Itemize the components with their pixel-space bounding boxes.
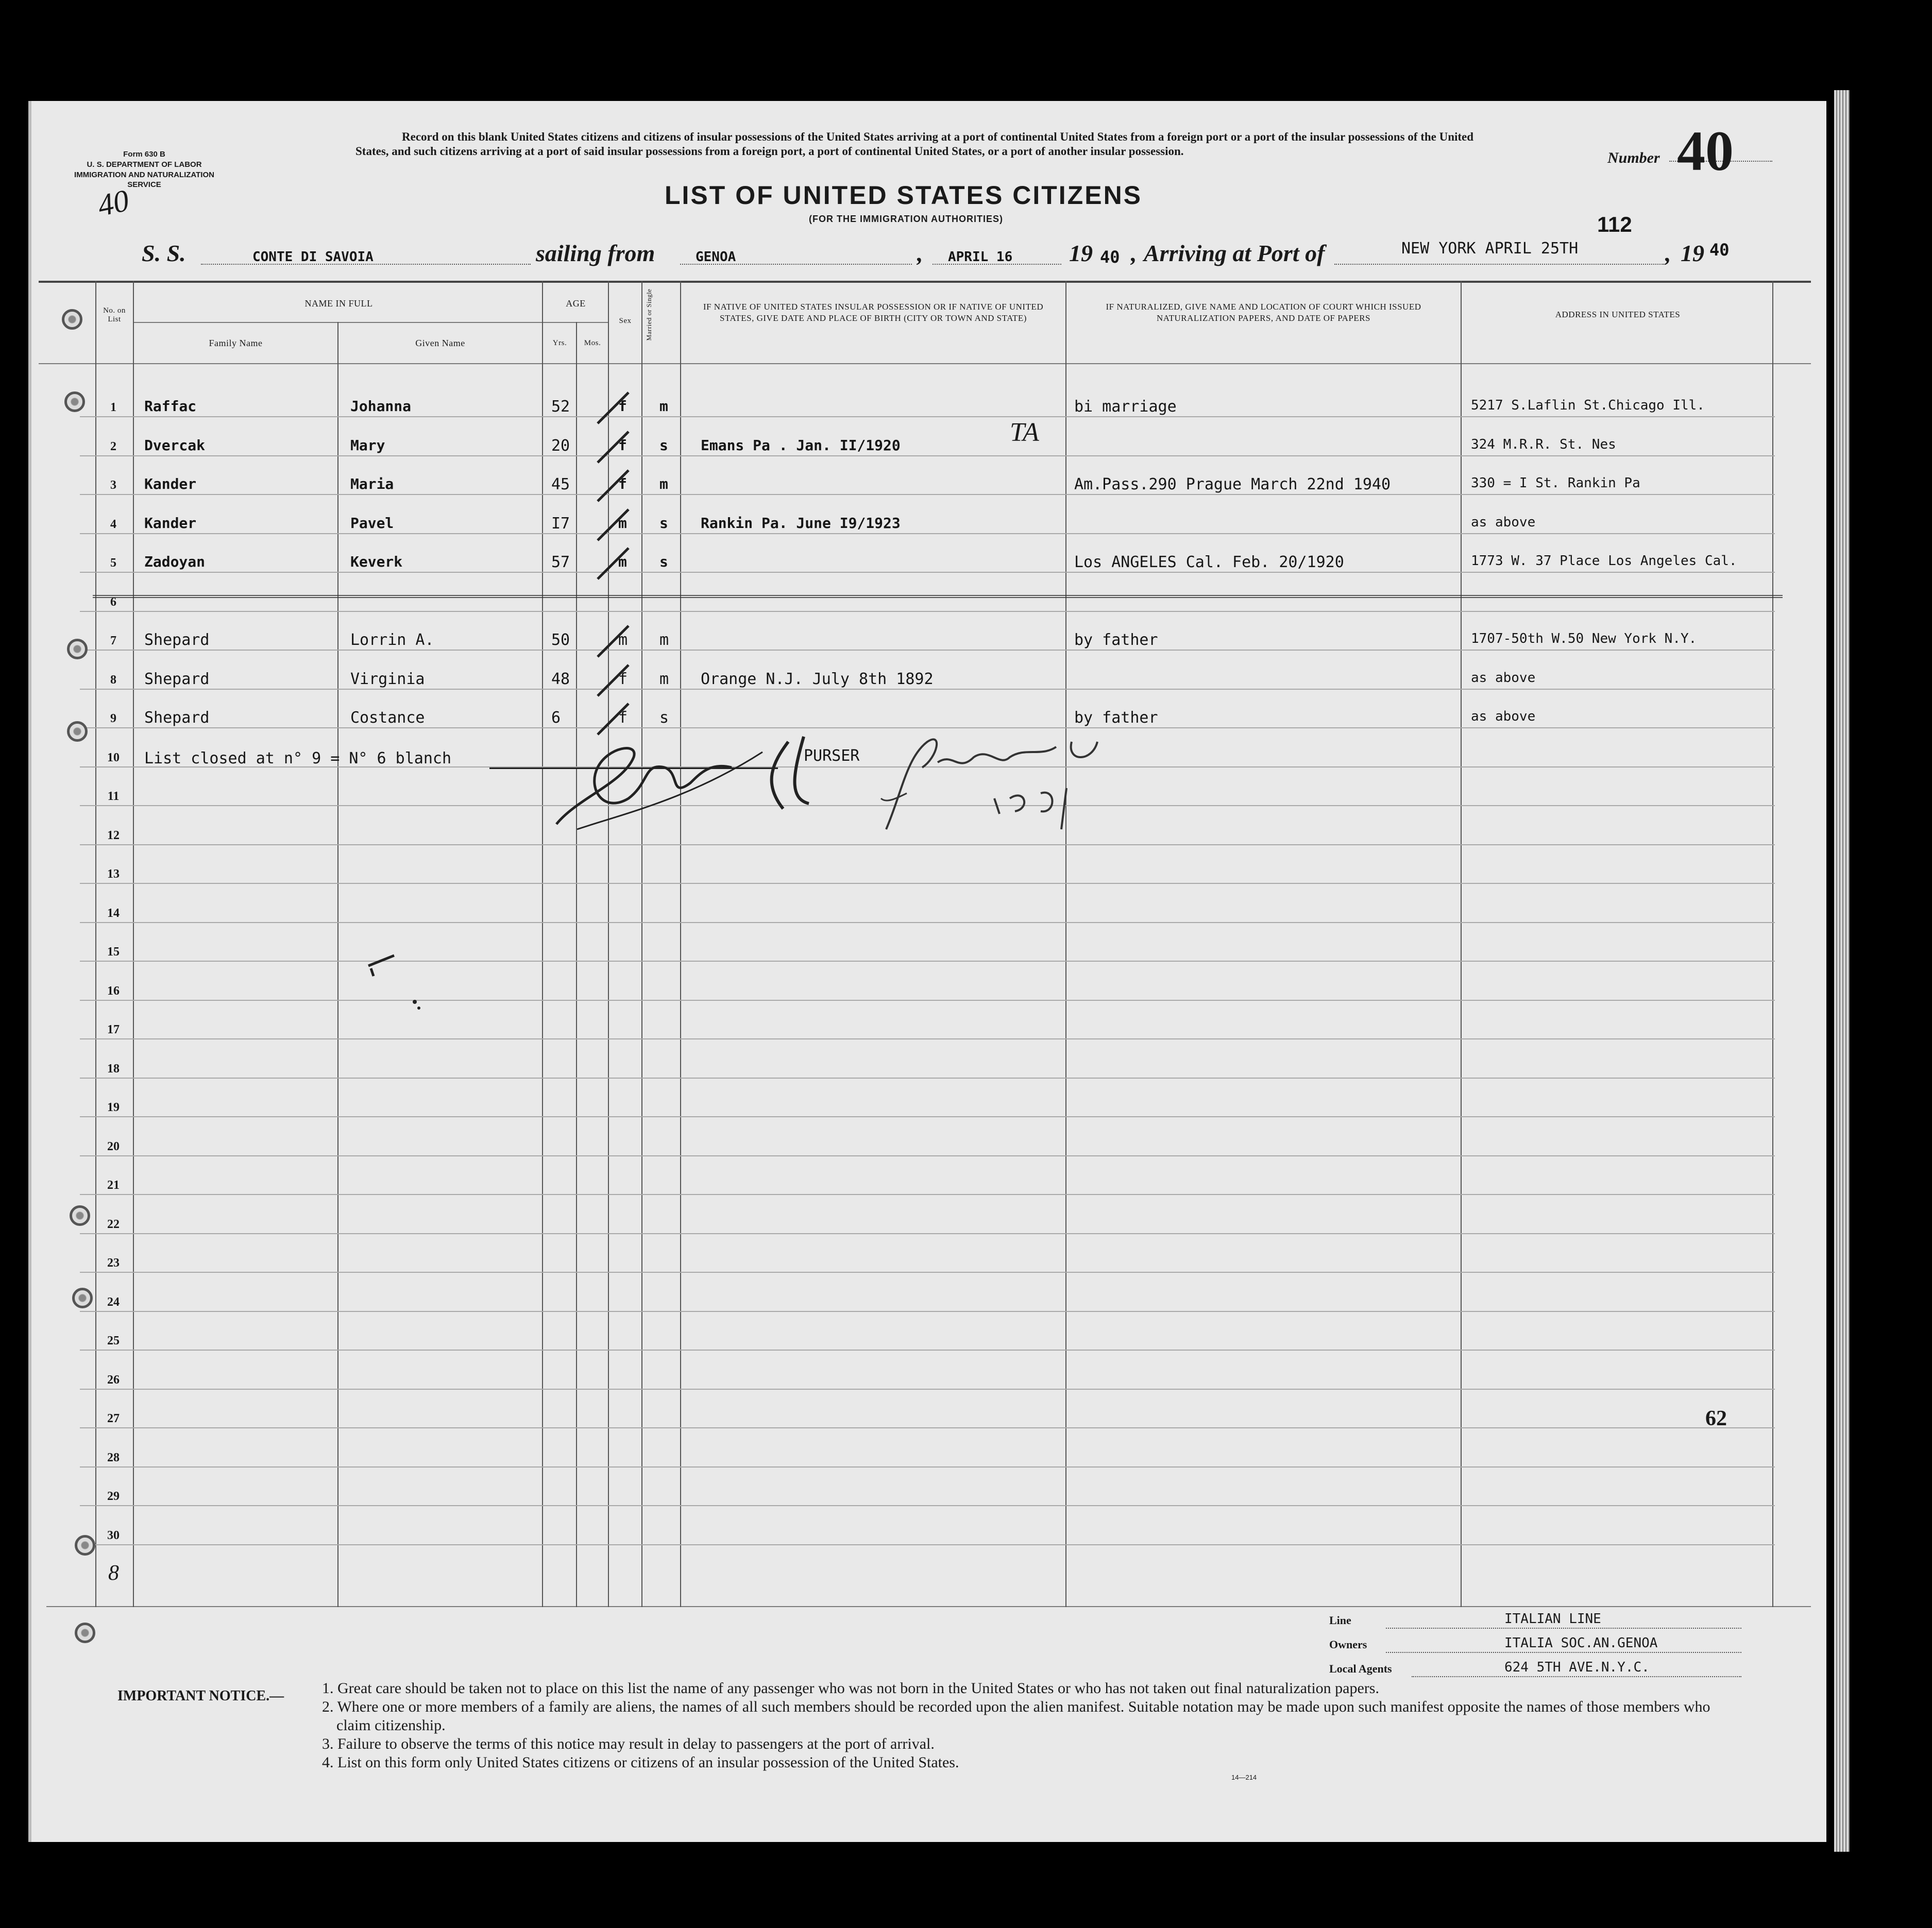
marital-status: s	[659, 514, 668, 532]
col-line-no	[95, 281, 96, 1607]
address: 1773 W. 37 Place Los Angeles Cal.	[1471, 553, 1737, 569]
given-name: Johanna	[350, 398, 412, 415]
header-sex: Sex	[619, 317, 632, 325]
port-from: GENOA	[696, 249, 736, 265]
row-number: 28	[107, 1451, 120, 1464]
ruled-line	[80, 1194, 1775, 1195]
row-number: 24	[107, 1295, 120, 1309]
age-years: 50	[551, 631, 570, 649]
ruled-line	[80, 533, 1775, 534]
age-years: 6	[551, 709, 561, 727]
given-name: Maria	[350, 475, 394, 492]
ruled-line	[80, 1427, 1775, 1428]
form-number: Form 630 B	[123, 150, 165, 159]
family-name: Shepard	[144, 670, 210, 688]
document-subtitle: (FOR THE IMMIGRATION AUTHORITIES)	[809, 214, 1003, 224]
owners-rule	[1386, 1652, 1741, 1653]
address: as above	[1471, 709, 1536, 724]
service-name: IMMIGRATION AND NATURALIZATION SERVICE	[74, 170, 214, 189]
row-number: 17	[107, 1023, 120, 1036]
ruled-line	[80, 1350, 1775, 1351]
ruled-line	[80, 961, 1775, 962]
row-number: 15	[107, 945, 120, 959]
sex: f	[618, 475, 627, 492]
address: 324 M.R.R. St. Nes	[1471, 436, 1616, 452]
form-instruction: Record on this blank United States citizens and citizens of insular possessions of the United States arriving at a port of continental United States from a foreign port or a port of the insular possessions of the United States, and such citizens arriving at a port of said insular possessions from a foreign port, a port of continental United States, or a port of another insular possession.	[355, 130, 1474, 158]
ship-name: CONTE DI SAVOIA	[252, 249, 374, 265]
sex: m	[618, 631, 628, 649]
line-label: Line	[1329, 1614, 1351, 1627]
binder-hole	[72, 1288, 93, 1308]
row-number: 11	[107, 790, 120, 803]
birth-details: Emans Pa . Jan. II/1920	[701, 436, 901, 454]
header-name-in-full: NAME IN FULL	[304, 298, 373, 309]
header-naturalized: IF NATURALIZED, GIVE NAME AND LOCATION OF COURT WHICH ISSUED NATURALIZATION PAPERS, AND DATE OF PAPERS	[1106, 302, 1421, 323]
purser-label: PURSER	[804, 747, 860, 765]
age-years: 45	[551, 475, 570, 493]
header-years: Yrs.	[552, 339, 567, 347]
owners-label: Owners	[1329, 1638, 1367, 1651]
given-name: Mary	[350, 436, 385, 454]
name-header-divider	[134, 322, 544, 323]
line-rule	[1386, 1628, 1741, 1629]
stamp-number: 112	[1597, 212, 1632, 236]
row-number: 1	[110, 401, 116, 414]
print-code: 14—214	[1231, 1773, 1257, 1781]
family-name: Shepard	[144, 709, 210, 727]
address: 1707-50th W.50 New York N.Y.	[1471, 631, 1697, 646]
document-title: LIST OF UNITED STATES CITIZENS	[665, 181, 1143, 210]
row-number: 14	[107, 906, 120, 920]
col-line-given	[337, 322, 338, 1607]
agents-rule	[1412, 1676, 1741, 1677]
col-line-mos	[576, 322, 577, 1607]
row-number: 29	[107, 1490, 120, 1503]
row-number: 27	[107, 1412, 120, 1425]
notice-item-1: 1. Great care should be taken not to place on this list the name of any passenger who was not born in the United States or who has not taken out final naturalization papers.	[322, 1680, 1379, 1697]
stray-ink-marks	[363, 950, 425, 1017]
marital-status: s	[659, 709, 669, 727]
signature-scribbles	[546, 721, 1185, 840]
row-number: 26	[107, 1373, 120, 1387]
agents-label: Local Agents	[1329, 1662, 1392, 1675]
ruled-line	[80, 455, 1775, 456]
check-tick-mark	[592, 465, 634, 506]
family-name: Shepard	[144, 631, 210, 649]
given-name: Keverk	[350, 553, 403, 570]
ss-label: S. S.	[142, 240, 186, 266]
row-number: 5	[110, 556, 116, 570]
corner-mark: 8	[108, 1561, 119, 1585]
naturalization-details: by father	[1074, 709, 1158, 727]
binder-hole	[75, 1623, 95, 1643]
list-number: 40	[1677, 120, 1734, 182]
owners-value: ITALIA SOC.AN.GENOA	[1504, 1635, 1658, 1651]
naturalization-details: by father	[1074, 631, 1158, 649]
year-prefix-from: 19	[1069, 240, 1093, 266]
col-line-address	[1461, 281, 1462, 1607]
marital-status: m	[659, 631, 669, 649]
marital-status: m	[659, 398, 668, 415]
notice-item-4: 4. List on this form only United States citizens or citizens of an insular possession of the United States.	[322, 1754, 959, 1771]
address: as above	[1471, 514, 1536, 530]
address: as above	[1471, 670, 1536, 686]
ruled-line	[80, 883, 1775, 884]
notice-item-2: 2. Where one or more members of a family are aliens, the names of all such members should be recorded upon the alien manifest. Suitable notation may be made upon such manifest opposite the names of those members who claim citizenship.	[322, 1698, 1710, 1734]
col-line-naturalized	[1065, 281, 1066, 1607]
col-line-right	[1772, 281, 1773, 1607]
ruled-line	[80, 650, 1775, 651]
sex: m	[618, 514, 627, 532]
row-number: 22	[107, 1217, 120, 1231]
given-name: Costance	[350, 709, 425, 727]
row-number: 4	[110, 517, 116, 531]
age-years: 48	[551, 670, 570, 688]
header-family-name: Family Name	[209, 338, 263, 348]
margin-note: TA	[1010, 418, 1039, 447]
binder-hole	[62, 309, 82, 330]
department-name: U. S. DEPARTMENT OF LABOR	[87, 160, 202, 169]
row-number: 12	[107, 828, 120, 842]
age-years: 57	[551, 553, 570, 571]
sailing-from-label: sailing from	[536, 240, 655, 266]
sex: f	[618, 436, 627, 454]
binder-hole	[67, 639, 88, 659]
ruled-line	[80, 1505, 1775, 1506]
marital-status: m	[659, 670, 669, 688]
notice-item-3: 3. Failure to observe the terms of this notice may result in delay to passengers at the port of arrival.	[322, 1735, 935, 1752]
ruled-line	[80, 1389, 1775, 1390]
row-number: 18	[107, 1062, 120, 1076]
ruled-line	[80, 1000, 1775, 1001]
ruled-line	[80, 1155, 1775, 1156]
check-tick-mark	[592, 543, 634, 584]
page-edge	[1834, 90, 1850, 1852]
binder-hole	[64, 391, 85, 412]
document-page	[28, 101, 1826, 1842]
address: 330 = I St. Rankin Pa	[1471, 475, 1640, 491]
row-number: 21	[107, 1179, 120, 1192]
ruled-line	[80, 1078, 1775, 1079]
row-number: 2	[110, 439, 116, 453]
age-years: 20	[551, 436, 570, 455]
col-line-married	[641, 281, 642, 1607]
ruled-line	[80, 1038, 1775, 1039]
col-line-family	[133, 281, 134, 1607]
check-tick-mark	[592, 426, 634, 468]
row-number: 9	[110, 712, 116, 725]
check-tick-mark	[592, 504, 634, 545]
row-number: 13	[107, 867, 120, 881]
marital-status: m	[659, 475, 668, 492]
binder-hole	[67, 721, 88, 742]
row-number: 7	[110, 634, 116, 647]
header-no: No. on List	[103, 306, 126, 323]
ruled-line	[80, 1466, 1775, 1468]
check-tick-mark	[592, 660, 634, 701]
given-name: Pavel	[350, 514, 394, 532]
ruled-line	[80, 494, 1775, 495]
row-number: 16	[107, 984, 120, 998]
sex: f	[618, 670, 628, 688]
birth-details: Orange N.J. July 8th 1892	[701, 670, 934, 688]
binder-hole	[70, 1205, 90, 1226]
row-number: 25	[107, 1334, 120, 1347]
birth-details: Rankin Pa. June I9/1923	[701, 514, 901, 532]
ruled-line	[80, 1272, 1775, 1273]
row-number: 6	[110, 595, 116, 609]
ruled-line	[80, 1311, 1775, 1312]
row-number: 10	[107, 750, 120, 764]
naturalization-details: Los ANGELES Cal. Feb. 20/1920	[1074, 553, 1344, 571]
row-number: 30	[107, 1528, 120, 1542]
notice-list	[322, 1679, 1744, 1772]
address: 5217 S.Laflin St.Chicago Ill.	[1471, 398, 1705, 413]
ruled-line	[80, 611, 1775, 612]
arrival-line	[1334, 264, 1664, 265]
sex: m	[618, 553, 627, 570]
line-value: ITALIAN LINE	[1504, 1611, 1601, 1627]
age-years: I7	[551, 514, 570, 533]
header-address: ADDRESS IN UNITED STATES	[1555, 310, 1681, 319]
table-top-border	[39, 281, 1811, 283]
year-prefix-to: 19	[1681, 240, 1704, 266]
sex: f	[618, 709, 628, 727]
check-tick-mark	[592, 387, 634, 429]
sex: f	[618, 398, 627, 415]
row-number: 8	[110, 673, 116, 687]
marital-status: s	[659, 436, 668, 454]
ruled-line	[80, 844, 1775, 845]
cancelled-row-line	[93, 595, 1783, 598]
row-number: 19	[107, 1101, 120, 1114]
arrival-port-date: NEW YORK APRIL 25TH	[1401, 240, 1579, 258]
year-from: 40	[1100, 247, 1120, 267]
given-name: Virginia	[350, 670, 425, 688]
header-birth: IF NATIVE OF UNITED STATES INSULAR POSSESSION OR IF NATIVE OF UNITED STATES, GIVE DATE AND PLACE OF BIRTH (CITY OR TOWN AND STATE)	[703, 302, 1044, 323]
header-married-single: Married or Single	[645, 288, 653, 341]
age-years: 52	[551, 398, 570, 416]
ruled-line	[80, 1116, 1775, 1117]
date-from: APRIL 16	[948, 249, 1013, 265]
ruled-line	[80, 1544, 1775, 1545]
family-name: Kander	[144, 514, 197, 532]
header-bottom-border	[39, 363, 1811, 364]
ruled-line	[80, 1233, 1775, 1234]
col-line-age	[542, 281, 543, 1607]
col-line-birth	[680, 281, 681, 1607]
header-given-name: Given Name	[415, 338, 465, 348]
row-number: 3	[110, 479, 116, 492]
number-label: Number	[1607, 149, 1660, 166]
family-name: Kander	[144, 475, 197, 492]
naturalization-details: bi marriage	[1074, 398, 1177, 416]
header-months: Mos.	[584, 339, 601, 347]
naturalization-details: Am.Pass.290 Prague March 22nd 1940	[1074, 475, 1391, 493]
agents-value: 624 5TH AVE.N.Y.C.	[1504, 1660, 1650, 1675]
arriving-label: Arriving at Port of	[1144, 240, 1325, 266]
binder-hole	[75, 1535, 95, 1556]
ruled-line	[80, 572, 1775, 573]
family-name: Raffac	[144, 398, 197, 415]
list-closed-note: List closed at n° 9 = N° 6 blanch	[144, 749, 452, 767]
row-number: 20	[107, 1139, 120, 1153]
given-name: Lorrin A.	[350, 631, 434, 649]
ruled-line	[80, 416, 1775, 417]
family-name: Dvercak	[144, 436, 206, 454]
ruled-line	[80, 922, 1775, 923]
marital-status: s	[659, 553, 668, 570]
table-bottom-border	[46, 1606, 1811, 1607]
handwritten-corner-number: 40	[94, 183, 132, 223]
ruled-line	[80, 689, 1775, 690]
family-name: Zadoyan	[144, 553, 206, 570]
row-number: 23	[107, 1256, 120, 1270]
header-age: AGE	[566, 298, 586, 309]
page-note: 62	[1705, 1407, 1727, 1430]
check-tick-mark	[592, 621, 634, 662]
notice-heading: IMPORTANT NOTICE.—	[117, 1688, 284, 1704]
year-to: 40	[1709, 240, 1730, 260]
